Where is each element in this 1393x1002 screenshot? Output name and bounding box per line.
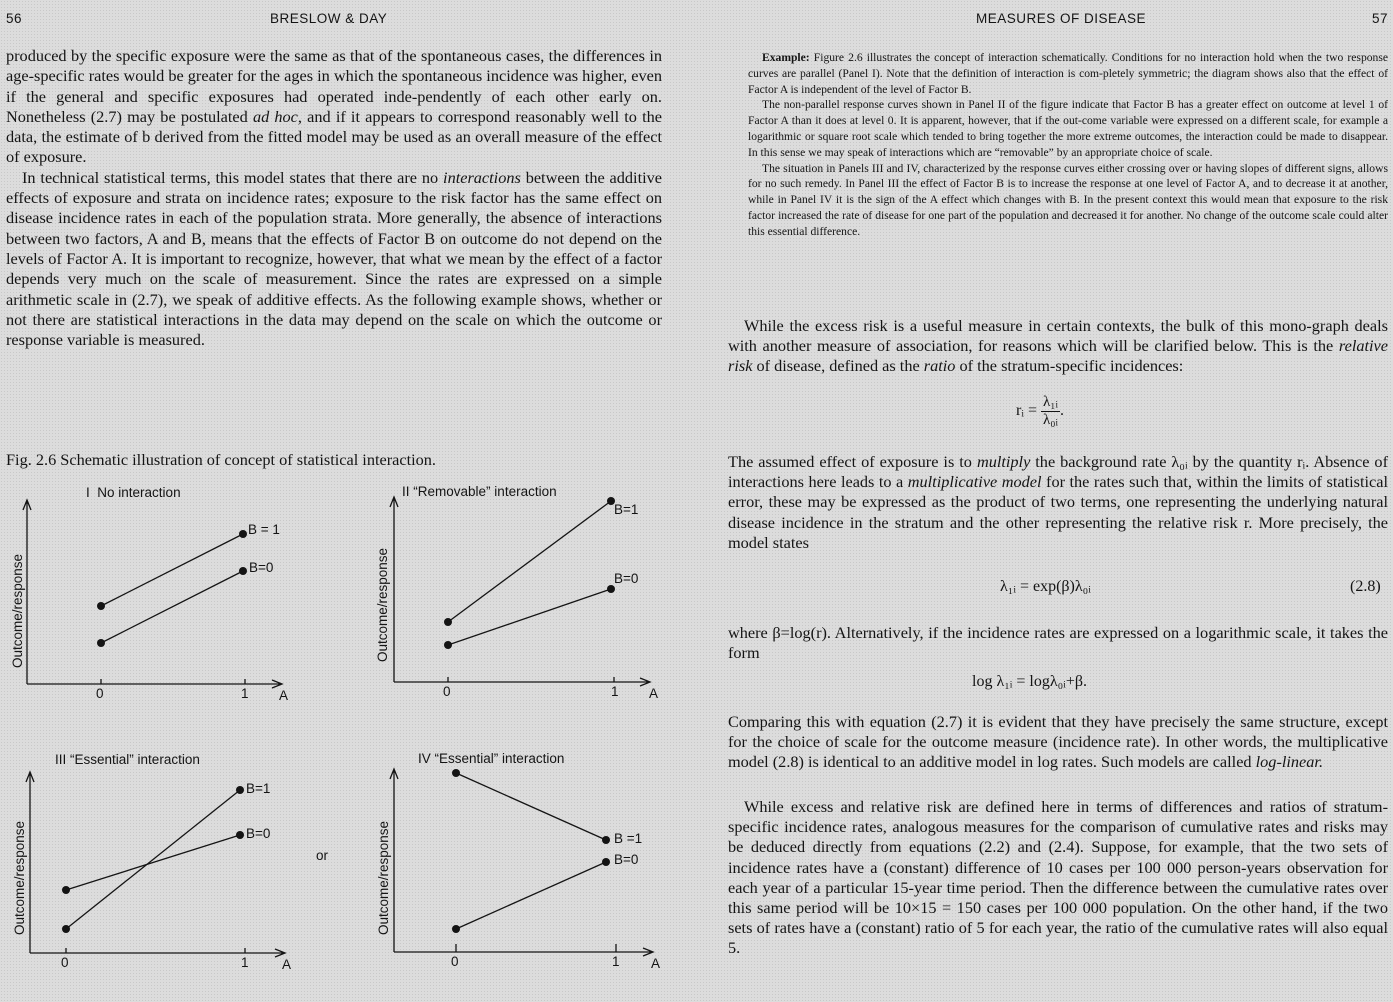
panel-separator-or: or xyxy=(316,848,329,863)
paragraph xyxy=(728,712,1388,773)
page-number-left: 56 xyxy=(6,11,23,26)
text-run: of disease, defined as the xyxy=(752,356,924,376)
x-tick-0: 0 xyxy=(451,954,459,969)
equation-number: (2.8) xyxy=(1350,578,1381,595)
x-tick-1: 1 xyxy=(611,684,619,699)
x-tick-0: 0 xyxy=(96,686,104,701)
text-run: The assumed effect of exposure is to xyxy=(728,452,977,471)
label-b0: B=0 xyxy=(614,852,639,867)
italic-run: ratio xyxy=(923,356,956,376)
x-axis-label: A xyxy=(651,956,661,971)
italic-run: multiplicative model xyxy=(907,472,1042,492)
italic-run: relative risk xyxy=(728,336,1388,376)
panel-title-text: “Removable” interaction xyxy=(413,484,557,499)
panel-numeral: II xyxy=(402,484,410,499)
text-run: of the stratum-specific incidences: xyxy=(955,356,1184,376)
x-tick-0: 0 xyxy=(61,955,69,970)
x-axis-label: A xyxy=(282,957,292,972)
y-axis-label: Outcome/response xyxy=(12,820,27,935)
y-axis-label: Outcome/response xyxy=(375,547,390,662)
example-lead: Example: xyxy=(762,51,810,64)
text-run: Figure 2.6 illustrates the concept of interaction schematically. Conditions for no interaction hold when the two response curves are parallel (Panel I). Note that the definition of interaction is com-pletely symmetric; the diagram shows also that the effect of Factor A is independent of the level of Factor B. xyxy=(748,51,1388,96)
text-run: Comparing this with equation (2.7) it is evident that they have precisely the same structure, except for the choice of scale for the outcome measure (incidence rate). In other words, the multiplicative model (2.8) is identical to an additive model in log rates. Such models are called xyxy=(728,712,1388,772)
multiplicative-paragraph xyxy=(728,452,1388,553)
y-axis-label: Outcome/response xyxy=(10,553,25,668)
panel-4-title xyxy=(418,751,564,766)
label-b1: B =1 xyxy=(614,831,643,846)
paragraph: The non-parallel response curves shown in Panel II of the figure indicate that Factor B has a greater effect on outcome at level 1 of Factor A than it does at level 0. It is apparent, however, that if the out-come variable were expressed on a different scale, for example a logarithmic or square root scale which tended to bring together the more extreme outcomes, the interaction could be made to disappear. In this sense we may speak of interactions which are “removable” by an appropriate choice of scale. xyxy=(748,98,1388,159)
text-run: the background rate λ₀ᵢ by the quantity rᵢ. Absence of interactions here leads to a xyxy=(728,452,1388,492)
text-run: for the rates such that, within the limits of statistical error, these may be expressed as the product of two terms, one representing the underlying natural disease incidence in the stratum and the other representing the relative risk r. More precisely, the model states xyxy=(728,472,1389,552)
italic-run: ad hoc, xyxy=(252,106,302,126)
label-b0: B=0 xyxy=(246,826,271,841)
numerator: λ₁ᵢ xyxy=(1042,394,1058,410)
italic-run: interactions xyxy=(443,167,521,187)
comparing-paragraph xyxy=(728,712,1388,773)
running-head-left: BRESLOW & DAY xyxy=(270,11,388,26)
text-run: and if it appears to correspond reasonably well to the data, the estimate of b derived from the fitted model may be used as an overall measure of the effect of exposure. xyxy=(6,106,662,167)
paragraph xyxy=(728,452,1388,553)
x-axis-label: A xyxy=(279,688,289,703)
x-tick-1: 1 xyxy=(241,955,249,970)
page-number-right: 57 xyxy=(1372,11,1389,26)
running-head-right: MEASURES OF DISEASE xyxy=(976,11,1147,26)
panel-title-text: “Essential” interaction xyxy=(434,751,565,766)
text-run: In technical statistical terms, this model states that there are no xyxy=(22,167,444,187)
equation-trail: . xyxy=(1059,402,1064,420)
panel-title-text: No interaction xyxy=(97,485,181,500)
paragraph: While excess and relative risk are defined here in terms of differences and ratios of stratum-specific incidence rates, analogous measures for the comparison of cumulative rates and risks may be deduced directly from equations (2.2) and (2.4). Suppose, for example, that the two sets of incidence rates have a (constant) difference of 10 cases per 100 000 person-years observation for each year of a particular 15-year time period. Then the difference between the cumulative rates over this same period will be 10×15 = 150 cases per 100 000 population. On the other hand, if the two sets of rates have a (constant) ratio of 5 for each year, the ratio of the cumulative rates will also equal 5. xyxy=(728,797,1388,958)
x-tick-1: 1 xyxy=(612,954,620,969)
where-paragraph xyxy=(728,623,1388,663)
equation-lhs: rᵢ = xyxy=(1016,402,1037,420)
label-b0: B=0 xyxy=(614,571,639,586)
italic-run: log-linear. xyxy=(1255,752,1324,772)
y-axis-label: Outcome/response xyxy=(376,820,391,935)
paragraph xyxy=(728,316,1388,377)
panel-numeral: IV xyxy=(418,751,431,766)
relative-risk-paragraph xyxy=(728,316,1388,377)
text-run: While the excess risk is a useful measure in certain contexts, the bulk of this mono-graph deals with another measure of association, for reasons which will be clarified below. This is the xyxy=(728,316,1388,356)
text-run: between the additive effects of exposure and strata on incidence rates; exposure to the risk factor has the same effect on disease incidence rates in each of the population strata. More generally, the absence of interactions between two factors, A and B, means that the effects of Factor B on outcome do not depend on the levels of Factor A. It is important to recognize, however, that what we mean by the effect of a factor depends very much on the scale of measurement. Since the rates are expressed on a simple arithmetic scale in (2.7), we speak of additive effects. As the following example shows, whether or not there are statistical interactions in the data may depend on the scale on which the outcome or response variable is measured. xyxy=(6,167,662,350)
cumulative-paragraph xyxy=(728,797,1388,959)
figure-caption: Fig. 2.6 Schematic illustration of concept of statistical interaction. xyxy=(6,450,436,469)
x-tick-1: 1 xyxy=(241,686,249,701)
denominator: λ₀ᵢ xyxy=(1042,412,1058,428)
panel-3-title xyxy=(55,752,200,767)
equation-log: log λ₁ᵢ = logλ₀ᵢ+β. xyxy=(972,673,1087,690)
label-b0: B=0 xyxy=(249,560,274,575)
text-run: produced by the specific exposure were the same as that of the spontaneous cases, the differences in age-specific rates would be greater for the ages in which the spontaneous incidence was higher, even if the general and specific exposures had operated inde-pendently of each other early on. Nonetheless (2.7) may be postulated xyxy=(6,46,662,126)
italic-run: multiply xyxy=(976,452,1031,471)
x-axis-label: A xyxy=(649,686,659,701)
example-block xyxy=(748,50,1388,240)
panel-numeral: III xyxy=(55,752,67,767)
panel-2-title xyxy=(402,484,557,499)
equation-relative-risk xyxy=(1016,394,1064,429)
x-tick-0: 0 xyxy=(443,684,451,699)
panel-numeral: I xyxy=(86,485,90,500)
label-b1: B=1 xyxy=(614,502,639,517)
label-b1: B=1 xyxy=(246,781,271,796)
paragraph: The situation in Panels III and IV, characterized by the response curves either crossing over or having slopes of different signs, allows for no such remedy. In Panel III the effect of Factor B is to increase the response at one level of Factor A, and to decrease it at another, while in Panel IV it is the sign of the A effect which changes with B. In the present context this would mean that exposure to the risk factor increased the rate of disease for one part of the population and decreased it for another. No change of the outcome scale could alter this essential difference. xyxy=(748,161,1388,238)
label-b1: B = 1 xyxy=(248,522,280,537)
fraction xyxy=(1041,394,1060,429)
equation-2-8: λ₁ᵢ = exp(β)λ₀ᵢ xyxy=(1000,578,1091,595)
panel-title-text: “Essential” interaction xyxy=(70,752,200,767)
paragraph xyxy=(748,50,1388,97)
paragraph: where β=log(r). Alternatively, if the incidence rates are expressed on a logarithmic scale, it takes the form xyxy=(728,623,1388,663)
